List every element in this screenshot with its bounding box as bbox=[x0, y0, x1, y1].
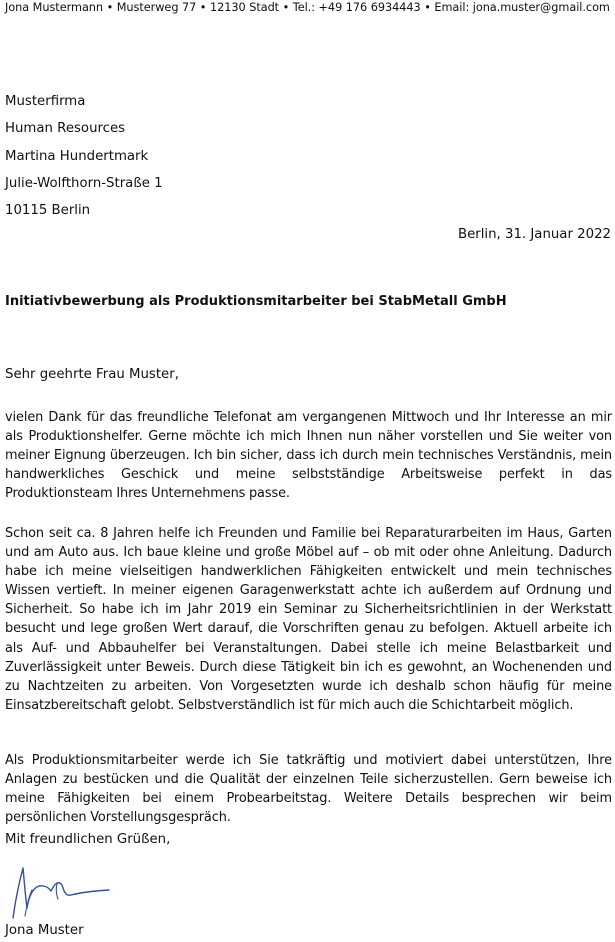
signer-name: Jona Muster bbox=[5, 923, 84, 938]
body-paragraph-2: Schon seit ca. 8 Jahren helfe ich Freunden und Familie bei Reparaturarbeiten im Haus, Garten und am Auto aus. Ich baue kleine und große Möbel auf – ob mit oder ohne Anleitung. Dadurch habe ich meine vielseitigen handwerklichen Fähigkeiten entwickelt und mein technisches Wissen vertieft. In meiner eigenen Garagenwerkstatt achte ich außerdem auf Ordnung und Sicherheit. So habe ich im Jahr 2019 ein Seminar zu Sicherheitsrichtlinien in der Werkstatt besucht und lege großen Wert darauf, die Vorschriften genau zu befolgen. Aktuell arbeite ich als Auf- und Abbauhelfer bei Veranstaltungen. Dabei stelle ich meine Belastbarkeit und Zuverlässigkeit unter Beweis. Durch diese Tätigkeit bin ich es gewohnt, an Wochenenden und zu Nachtzeiten zu arbeiten. Von Vorgesetzten wurde ich deshalb schon häufig für meine Einsatzbereitschaft gelobt. Selbstverständlich ist für mich auch die Schichtarbeit möglich. bbox=[5, 526, 612, 713]
sender-contact-line: Jona Mustermann • Musterweg 77 • 12130 Stadt • Tel.: +49 176 6934443 • Email: jona.muster@gmail.com bbox=[5, 1, 610, 14]
recipient-city: 10115 Berlin bbox=[5, 203, 91, 219]
body-paragraph-3: Als Produktionsmitarbeiter werde ich Sie tatkräftig und motiviert dabei unterstützen, Ihre Anlagen zu bestücken und die Qualität der einzelnen Teile sicherzustellen. Gern beweise ich meine Fähigkeiten bei einem Probearbeitstag. Weitere Details besprechen wir beim persönlichen Vorstellungsgespräch. bbox=[5, 753, 612, 826]
body-paragraph-1: vielen Dank für das freundliche Telefonat am vergangenen Mittwoch und Ihr Interesse an mir als Produktionshelfer. Gerne möchte ich mich Ihnen nun näher vorstellen und Sie weiter von meiner Eignung überzeugen. Ich bin sicher, dass ich durch mein technisches Verständnis, mein handwerkliches Geschick und meine selbstständige Arbeitsweise perfekt in das Produktionsteam Ihres Unternehmens passe. bbox=[5, 410, 612, 502]
recipient-name: Martina Hundertmark bbox=[5, 148, 149, 164]
recipient-company: Musterfirma bbox=[5, 94, 86, 109]
recipient-street: Julie-Wolfthorn-Straße 1 bbox=[5, 175, 163, 191]
letter-page bbox=[5, 0, 613, 942]
recipient-department: Human Resources bbox=[5, 121, 126, 137]
letter-subject: Initiativbewerbung als Produktionsmitarbeiter bei StabMetall GmbH bbox=[5, 294, 507, 309]
recipient-address bbox=[5, 88, 163, 224]
closing-phrase: Mit freundlichen Grüßen, bbox=[5, 832, 171, 847]
letter-date: Berlin, 31. Januar 2022 bbox=[457, 227, 611, 242]
salutation: Sehr geehrte Frau Muster, bbox=[5, 367, 179, 382]
handwritten-signature bbox=[5, 858, 120, 926]
